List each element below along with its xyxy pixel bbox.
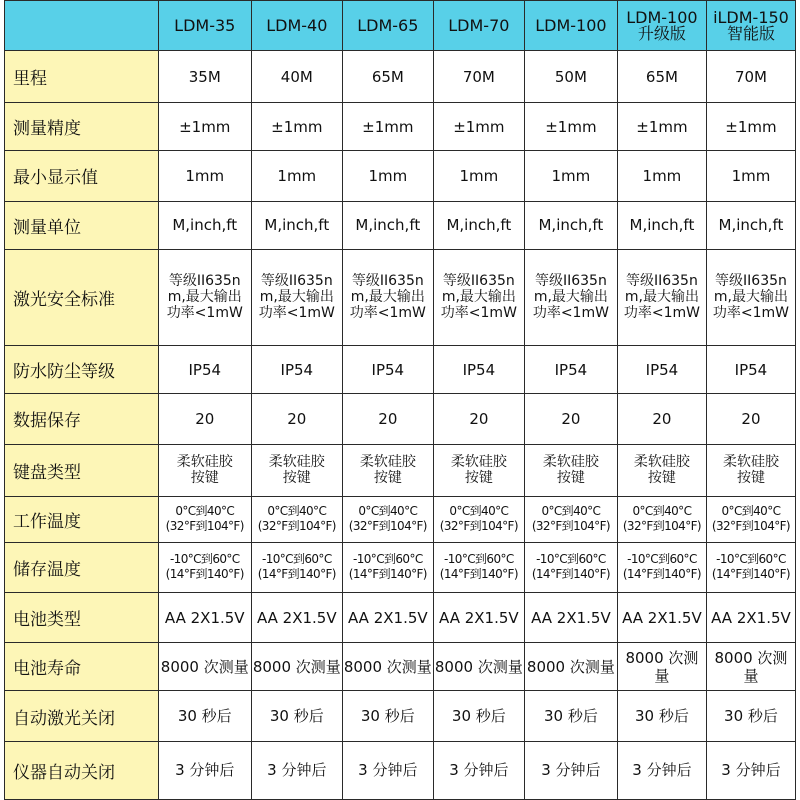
spec-value-cell: 35M [158,51,251,103]
spec-value-cell: -10°C到60°C (14°F到140°F) [706,542,795,592]
spec-value-cell: 1mm [617,151,706,201]
spec-value-cell: ±1mm [524,103,617,151]
spec-value-cell: 3 分钟后 [158,741,251,799]
spec-value-cell: IP54 [342,346,433,394]
column-header: LDM-40 [251,1,342,51]
spec-value-cell: 65M [617,51,706,103]
spec-value-cell: -10°C到60°C (14°F到140°F) [251,542,342,592]
spec-value-cell: 1mm [342,151,433,201]
row-label: 里程 [5,51,159,103]
spec-value-cell: 8000 次测量 [524,643,617,691]
column-header: LDM-100 升级版 [617,1,706,51]
table-row [5,593,796,643]
spec-value-cell: M,inch,ft [433,201,524,249]
spec-value-cell: 柔软硅胶 按键 [617,444,706,496]
spec-value-cell: IP54 [524,346,617,394]
spec-value-cell: 3 分钟后 [706,741,795,799]
spec-value-cell: IP54 [251,346,342,394]
spec-value-cell: 等级II635n m,最大输出 功率<1mW [706,249,795,345]
spec-value-cell: AA 2X1.5V [706,593,795,643]
spec-value-cell: -10°C到60°C (14°F到140°F) [433,542,524,592]
spec-value-cell: 20 [251,394,342,444]
spec-value-cell: 等级II635n m,最大输出 功率<1mW [342,249,433,345]
row-label: 仪器自动关闭 [5,741,159,799]
spec-value-cell: 1mm [433,151,524,201]
spec-value-cell: 8000 次测量 [433,643,524,691]
spec-value-cell: -10°C到60°C (14°F到140°F) [617,542,706,592]
spec-value-cell: 8000 次测量 [706,643,795,691]
column-header: LDM-70 [433,1,524,51]
spec-value-cell: 20 [342,394,433,444]
spec-value-cell: 0°C到40°C (32°F到104°F) [433,496,524,542]
table-row [5,542,796,592]
spec-value-cell: 等级II635n m,最大输出 功率<1mW [433,249,524,345]
spec-value-cell: 30 秒后 [524,691,617,741]
spec-value-cell: 柔软硅胶 按键 [524,444,617,496]
spec-value-cell: 0°C到40°C (32°F到104°F) [524,496,617,542]
spec-value-cell: 3 分钟后 [342,741,433,799]
table-row [5,249,796,345]
row-label: 电池寿命 [5,643,159,691]
spec-value-cell: 柔软硅胶 按键 [706,444,795,496]
spec-value-cell: 50M [524,51,617,103]
table-row [5,643,796,691]
row-label: 键盘类型 [5,444,159,496]
spec-value-cell: 1mm [158,151,251,201]
spec-value-cell: M,inch,ft [342,201,433,249]
header-corner-cell [5,1,159,51]
spec-value-cell: 8000 次测量 [158,643,251,691]
spec-value-cell: 30 秒后 [158,691,251,741]
table-row [5,151,796,201]
spec-value-cell: 20 [433,394,524,444]
spec-value-cell: 等级II635n m,最大输出 功率<1mW [158,249,251,345]
table-row [5,741,796,799]
spec-value-cell: 30 秒后 [706,691,795,741]
spec-value-cell: IP54 [617,346,706,394]
spec-value-cell: 柔软硅胶 按键 [158,444,251,496]
spec-value-cell: 0°C到40°C (32°F到104°F) [251,496,342,542]
row-label: 数据保存 [5,394,159,444]
row-label: 测量精度 [5,103,159,151]
spec-value-cell: AA 2X1.5V [342,593,433,643]
spec-value-cell: 柔软硅胶 按键 [251,444,342,496]
spec-value-cell: ±1mm [706,103,795,151]
row-label: 储存温度 [5,542,159,592]
spec-value-cell: -10°C到60°C (14°F到140°F) [158,542,251,592]
spec-comparison-table [4,0,796,800]
column-header: LDM-100 [524,1,617,51]
table-row [5,496,796,542]
row-label: 防水防尘等级 [5,346,159,394]
row-label: 电池类型 [5,593,159,643]
spec-value-cell: 1mm [706,151,795,201]
spec-value-cell: 8000 次测量 [617,643,706,691]
table-row [5,51,796,103]
spec-value-cell: 3 分钟后 [524,741,617,799]
spec-value-cell: 1mm [251,151,342,201]
spec-value-cell: 3 分钟后 [433,741,524,799]
spec-value-cell: IP54 [158,346,251,394]
table-row [5,103,796,151]
spec-value-cell: 柔软硅胶 按键 [433,444,524,496]
table-row [5,346,796,394]
row-label: 测量单位 [5,201,159,249]
spec-value-cell: 8000 次测量 [251,643,342,691]
spec-value-cell: IP54 [433,346,524,394]
table-row [5,444,796,496]
spec-value-cell: 65M [342,51,433,103]
spec-value-cell: M,inch,ft [524,201,617,249]
row-label: 最小显示值 [5,151,159,201]
table-row [5,201,796,249]
spec-value-cell: ±1mm [617,103,706,151]
spec-value-cell: M,inch,ft [706,201,795,249]
table-row [5,394,796,444]
spec-value-cell: IP54 [706,346,795,394]
row-label: 工作温度 [5,496,159,542]
spec-value-cell: 20 [158,394,251,444]
table-row [5,691,796,741]
column-header: iLDM-150 智能版 [706,1,795,51]
spec-value-cell: M,inch,ft [251,201,342,249]
column-header: LDM-35 [158,1,251,51]
spec-value-cell: 40M [251,51,342,103]
spec-value-cell: 0°C到40°C (32°F到104°F) [617,496,706,542]
spec-value-cell: 30 秒后 [617,691,706,741]
spec-value-cell: ±1mm [342,103,433,151]
spec-value-cell: 等级II635n m,最大输出 功率<1mW [251,249,342,345]
spec-value-cell: 20 [617,394,706,444]
header-row [5,1,796,51]
spec-value-cell: 3 分钟后 [617,741,706,799]
spec-value-cell: ±1mm [158,103,251,151]
spec-value-cell: 70M [433,51,524,103]
spec-value-cell: 0°C到40°C (32°F到104°F) [706,496,795,542]
row-label: 自动激光关闭 [5,691,159,741]
spec-value-cell: -10°C到60°C (14°F到140°F) [342,542,433,592]
spec-value-cell: 30 秒后 [342,691,433,741]
spec-value-cell: 70M [706,51,795,103]
spec-value-cell: 20 [524,394,617,444]
spec-value-cell: AA 2X1.5V [158,593,251,643]
spec-value-cell: 3 分钟后 [251,741,342,799]
spec-value-cell: 1mm [524,151,617,201]
spec-value-cell: M,inch,ft [617,201,706,249]
spec-value-cell: ±1mm [251,103,342,151]
spec-value-cell: AA 2X1.5V [251,593,342,643]
spec-value-cell: 柔软硅胶 按键 [342,444,433,496]
spec-value-cell: 等级II635n m,最大输出 功率<1mW [524,249,617,345]
spec-value-cell: 30 秒后 [251,691,342,741]
spec-value-cell: -10°C到60°C (14°F到140°F) [524,542,617,592]
spec-value-cell: 8000 次测量 [342,643,433,691]
spec-value-cell: AA 2X1.5V [617,593,706,643]
spec-value-cell: ±1mm [433,103,524,151]
spec-value-cell: 0°C到40°C (32°F到104°F) [342,496,433,542]
column-header: LDM-65 [342,1,433,51]
spec-value-cell: AA 2X1.5V [433,593,524,643]
spec-value-cell: 20 [706,394,795,444]
spec-body [5,51,796,800]
row-label: 激光安全标准 [5,249,159,345]
spec-value-cell: 30 秒后 [433,691,524,741]
spec-value-cell: AA 2X1.5V [524,593,617,643]
spec-value-cell: 等级II635n m,最大输出 功率<1mW [617,249,706,345]
spec-value-cell: M,inch,ft [158,201,251,249]
spec-value-cell: 0°C到40°C (32°F到104°F) [158,496,251,542]
